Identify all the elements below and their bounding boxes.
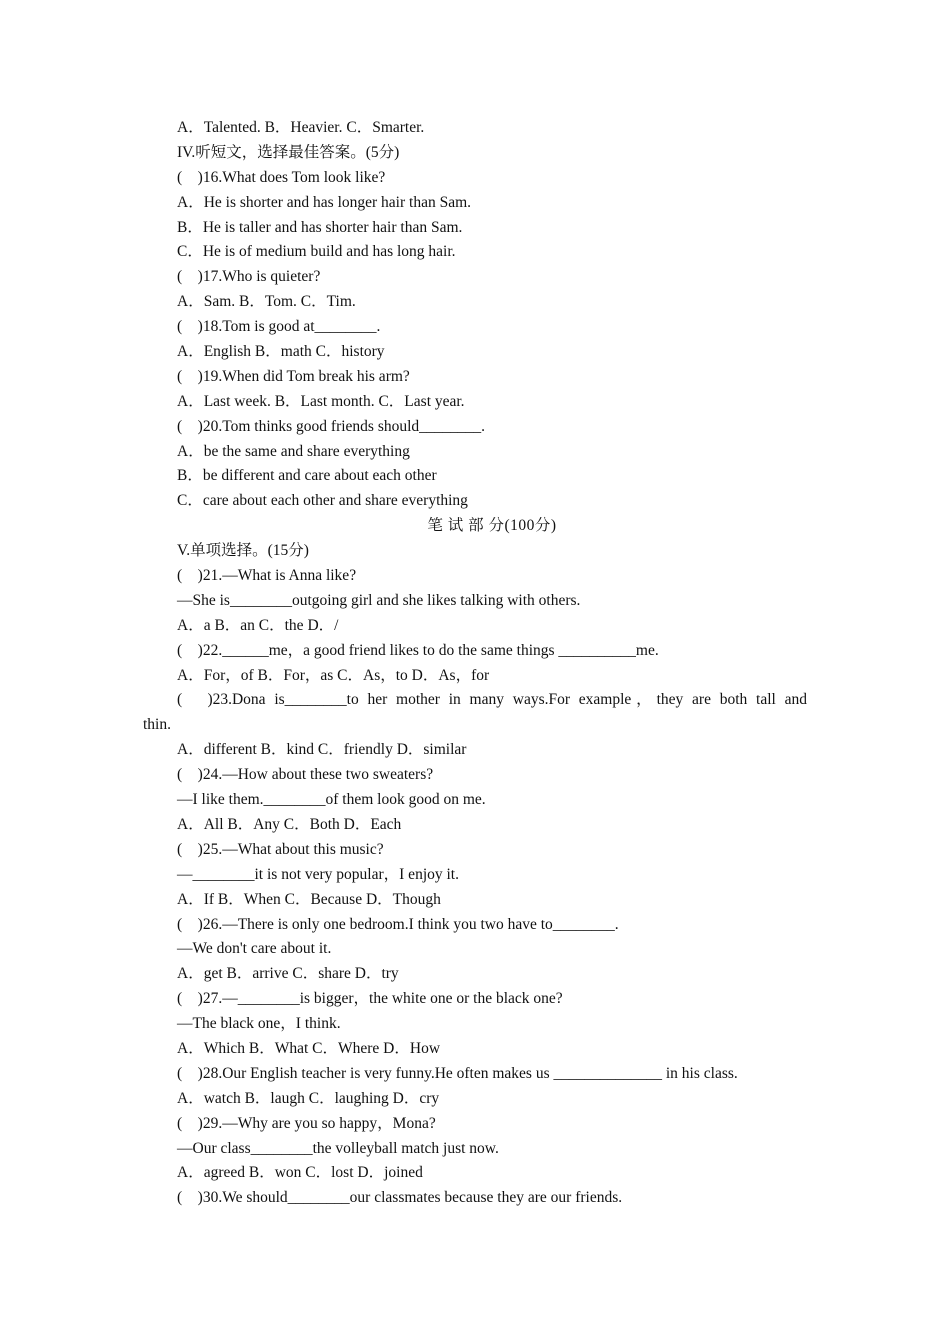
q22-stem: ( )22.______me，a good friend likes to do the same things __________me. [177,641,659,659]
q19-options: A．Last week. B．Last month. C．Last year. [177,392,465,410]
q18-stem: ( )18.Tom is good at________. [177,318,381,336]
q17-stem: ( )17.Who is quieter? [177,268,321,286]
q26-dialogue: —We don't care about it. [177,940,332,958]
q29-stem: ( )29.—Why are you so happy，Mona? [177,1114,436,1132]
q29-options: A．agreed B．won C．lost D．joined [177,1164,423,1182]
q21-options: A．a B．an C．the D．/ [177,616,339,634]
q23-stem-continued: thin. [143,716,171,734]
q25-stem: ( )25.—What about this music? [177,840,384,858]
q22-options: A．For，of B．For，as C．As，to D．As，for [177,666,490,684]
q27-dialogue: —The black one，I think. [177,1015,341,1033]
q20-option-c: C．care about each other and share everything [177,492,468,510]
written-part-heading: 笔 试 部 分(100分) [427,517,557,535]
q24-dialogue: —I like them.________of them look good on me. [177,791,486,809]
q24-options: A．All B．Any C．Both D．Each [177,815,402,833]
q15-options: A．Talented. B．Heavier. C．Smarter. [177,119,425,136]
q17-options: A．Sam. B．Tom. C．Tim. [177,293,356,311]
q29-dialogue: —Our class________the volleyball match just now. [177,1139,499,1157]
q20-option-b: B．be different and care about each other [177,467,437,485]
q23-options: A．different B．kind C．friendly D．similar [177,741,467,759]
q21-dialogue: —She is________outgoing girl and she likes talking with others. [177,591,581,609]
q28-stem: ( )28.Our English teacher is very funny.He often makes us ______________ in his class. [177,1064,738,1082]
q25-dialogue: —________it is not very popular，I enjoy it. [177,865,459,883]
q21-stem: ( )21.—What is Anna like? [177,567,357,585]
q26-stem: ( )26.—There is only one bedroom.I think you two have to________. [177,915,619,933]
q30-stem: ( )30.We should________our classmates because they are our friends. [177,1189,623,1207]
q16-option-a: A．He is shorter and has longer hair than Sam. [177,193,472,211]
q16-option-c: C．He is of medium build and has long hair. [177,243,456,261]
q18-options: A．English B．math C．history [177,343,385,361]
q16-option-b: B．He is taller and has shorter hair than Sam. [177,218,463,236]
q27-options: A．Which B．What C．Where D．How [177,1039,441,1057]
section-v-heading: V.单项选择。(15分) [177,542,309,560]
q27-stem: ( )27.—________is bigger，the white one or the black one? [177,990,563,1008]
q25-options: A．If B．When C．Because D．Though [177,890,441,908]
q28-options: A．watch B．laugh C．laughing D．cry [177,1089,440,1107]
q19-stem: ( )19.When did Tom break his arm? [177,367,410,385]
q20-stem: ( )20.Tom thinks good friends should________. [177,417,486,435]
q16-stem: ( )16.What does Tom look like? [177,168,386,186]
page-content [143,116,807,1211]
section-iv-heading: IV.听短文，选择最佳答案。(5分) [177,143,400,161]
q24-stem: ( )24.—How about these two sweaters? [177,766,434,784]
q26-options: A．get B．arrive C．share D．try [177,965,399,983]
q20-option-a: A．be the same and share everything [177,442,410,460]
q23-stem: ( )23.Dona is________to her mother in many ways.For example，they are both tall and [177,691,807,709]
